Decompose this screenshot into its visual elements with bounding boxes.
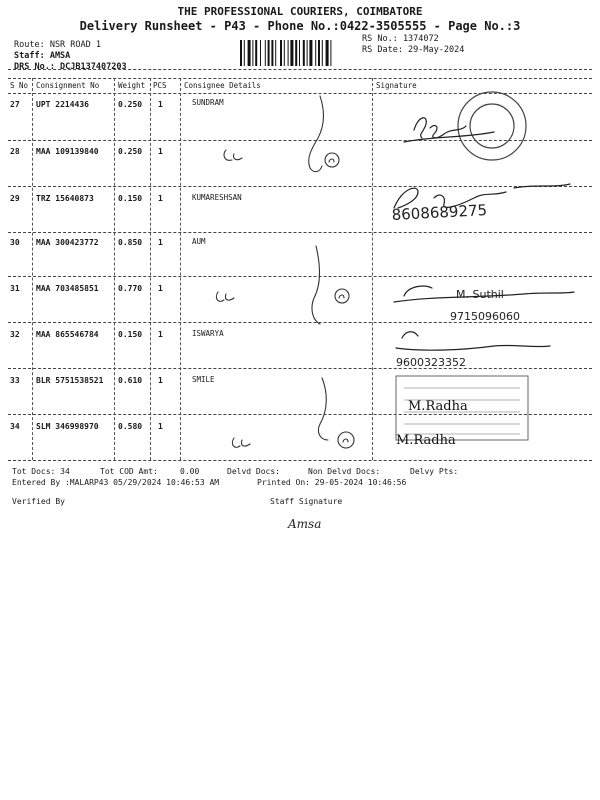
handwritten-name: M. Suthil [456,288,504,301]
row-weight: 0.150 [118,330,143,339]
row-consignee: SMILE [192,375,215,384]
company-title: THE PROFESSIONAL COURIERS, COIMBATORE [177,5,423,18]
divider-top [8,69,592,70]
row-pcs: 1 [158,100,163,109]
total-cod-label: Tot COD Amt: [100,467,158,476]
row-weight: 0.770 [118,284,143,293]
printed-on: Printed On: 29-05-2024 10:46:56 [257,478,407,487]
row-weight: 0.850 [118,238,143,247]
row-pcs: 1 [158,422,163,431]
non-delivered-docs: Non Delvd Docs: [308,467,381,476]
row-pcs: 1 [158,376,163,385]
divider-table-bottom [8,460,592,461]
row-sno: 31 [10,284,20,293]
row-sno: 30 [10,238,20,247]
row-consignment: UPT 2214436 [36,100,89,109]
handwritten-name: M.Radha [408,399,468,414]
row-sno: 34 [10,422,20,431]
barcode [240,40,358,66]
row-pcs: 1 [158,238,163,247]
row-consignee: KUMARESHSAN [192,193,242,202]
row-sno: 27 [10,100,20,109]
staff-signature [282,506,342,542]
col-header-consignee: Consignee Details [184,81,261,90]
row-sno: 32 [10,330,20,339]
signature-column-handwriting [374,88,590,460]
rs-date: RS Date: 29-May-2024 [362,45,465,55]
entered-by: Entered By :MALARP43 05/29/2024 10:46:53 AM [12,478,220,487]
row-consignment: MAA 109139840 [36,147,99,156]
divider-header-top [8,78,592,79]
row-pcs: 1 [158,194,163,203]
column-line [372,78,373,460]
row-weight: 0.610 [118,376,143,385]
row-weight: 0.580 [118,422,143,431]
total-docs: Tot Docs: 34 [12,467,70,476]
row-consignment: MAA 703485851 [36,284,99,293]
row-pcs: 1 [158,284,163,293]
row-sno: 33 [10,376,20,385]
col-header-sno: S No [10,81,29,90]
handwritten-phone: 9600323352 [396,356,466,369]
row-consignment: BLR 5751538521 [36,376,104,385]
column-line [32,78,33,460]
route-label: Route: NSR ROAD 1 [14,40,101,50]
delivered-docs: Delvd Docs: [227,467,280,476]
staff-signature-text: Amsa [288,517,322,531]
row-consignment: TRZ 15640873 [36,194,94,203]
consignee-handwriting [182,88,372,460]
runsheet-subtitle: Delivery Runsheet - P43 - Phone No.:0422-3505555 - Page No.:3 [79,19,521,33]
column-line [180,78,181,460]
col-header-weight: Weight [118,81,146,90]
staff-label: Staff: AMSA [14,51,71,61]
row-consignment: MAA 300423772 [36,238,99,247]
staff-signature-label: Staff Signature [270,497,343,506]
row-pcs: 1 [158,330,163,339]
row-consignee: AUM [192,237,206,246]
handwritten-phone: 9715096060 [450,310,520,323]
delivery-points: Delvy Pts: [410,467,459,476]
col-header-consignment: Consignment No [36,81,100,90]
row-weight: 0.250 [118,147,143,156]
verified-by: Verified By [12,497,65,506]
row-consignee: ISWARYA [192,329,224,338]
rs-number: RS No.: 1374072 [362,34,439,44]
row-consignment: MAA 865546784 [36,330,99,339]
round-stamp [458,92,526,160]
column-line [114,78,115,460]
handwritten-phone: 8608689275 [391,201,488,224]
row-pcs: 1 [158,147,163,156]
row-sno: 29 [10,194,20,203]
drs-number: DRS No.: DCJB137407203 [14,62,127,72]
row-sno: 28 [10,147,20,156]
handwritten-name: M.Radha [396,433,456,448]
column-line [150,78,151,460]
col-header-signature: Signature [376,81,417,90]
col-header-pcs: PCS [153,81,167,90]
row-consignee: SUNDRAM [192,98,224,107]
row-weight: 0.150 [118,194,143,203]
total-cod-value: 0.00 [180,467,200,476]
row-weight: 0.250 [118,100,143,109]
row-consignment: SLM 346998970 [36,422,99,431]
